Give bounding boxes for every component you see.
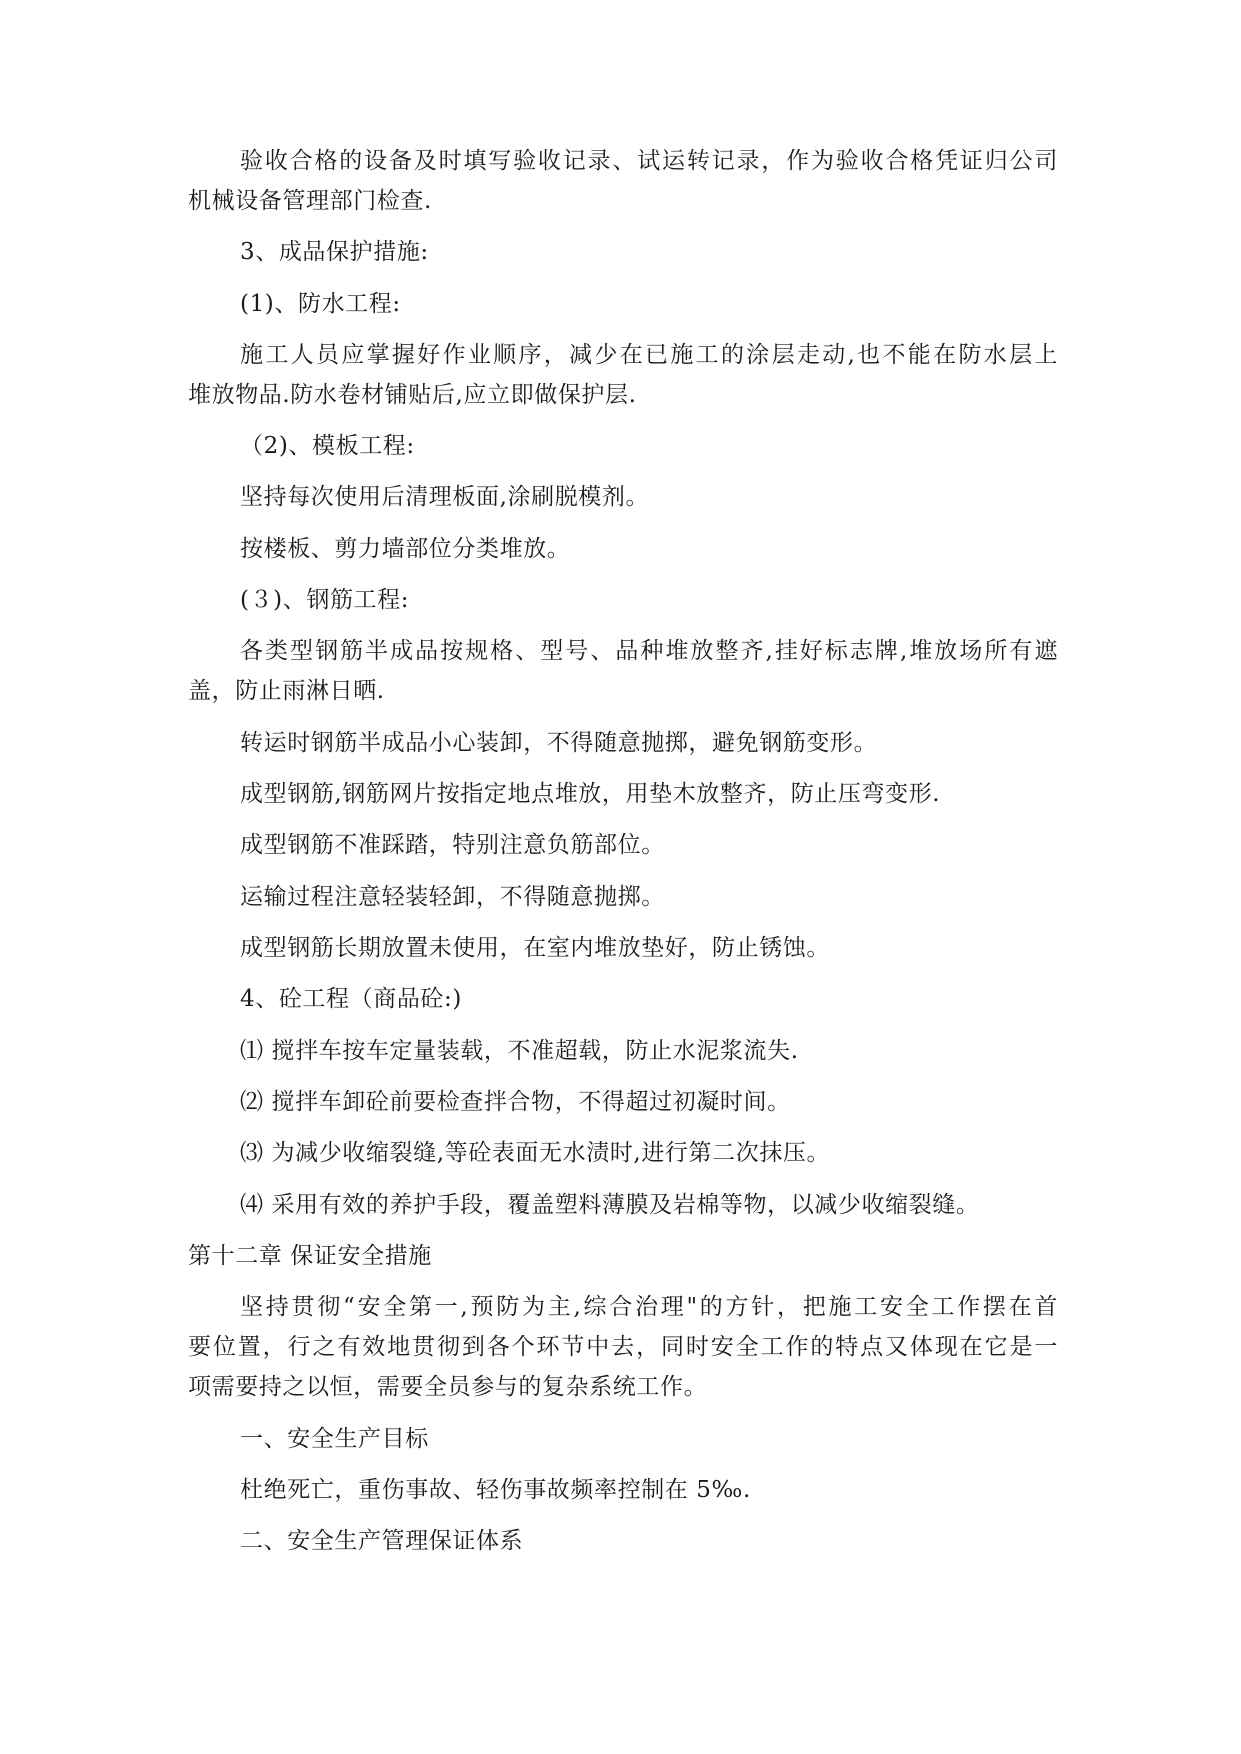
section-heading: 二、安全生产管理保证体系 bbox=[240, 1528, 524, 1554]
paragraph-line: 成型钢筋长期放置未使用，在室内堆放垫好，防止锈蚀。 bbox=[240, 935, 830, 961]
subsection-heading: (３)、钢筋工程: bbox=[240, 587, 410, 613]
section-heading: 3、成品保护措施: bbox=[240, 239, 429, 265]
paragraph-line: 要位置，行之有效地贯彻到各个环节中去，同时安全工作的特点又体现在它是一 bbox=[188, 1334, 1058, 1360]
paragraph-line: 杜绝死亡，重伤事故、轻伤事故频率控制在 5‰. bbox=[240, 1477, 751, 1503]
section-heading: 4、砼工程（商品砼:) bbox=[240, 986, 462, 1012]
section-heading: 一、安全生产目标 bbox=[240, 1426, 429, 1452]
paragraph-line: 施工人员应掌握好作业顺序，减少在已施工的涂层走动,也不能在防水层上 bbox=[240, 342, 1058, 368]
paragraph-line: 转运时钢筋半成品小心装卸，不得随意抛掷，避免钢筋变形。 bbox=[240, 730, 878, 756]
subsection-heading: (1)、防水工程: bbox=[240, 291, 401, 317]
paragraph-line: 坚持每次使用后清理板面,涂刷脱模剂。 bbox=[240, 484, 650, 510]
subsection-heading: （2)、模板工程: bbox=[240, 433, 415, 459]
paragraph-line: 机械设备管理部门检查. bbox=[188, 188, 432, 214]
list-item: ⑶ 为减少收缩裂缝,等砼表面无水渍时,进行第二次抹压。 bbox=[240, 1140, 831, 1166]
paragraph-line: 堆放物品.防水卷材铺贴后,应立即做保护层. bbox=[188, 382, 637, 408]
paragraph-line: 按楼板、剪力墙部位分类堆放。 bbox=[240, 536, 571, 562]
paragraph-line: 盖，防止雨淋日晒. bbox=[188, 678, 385, 704]
list-item: ⑵ 搅拌车卸砼前要检查拌合物，不得超过初凝时间。 bbox=[240, 1089, 791, 1115]
paragraph-line: 验收合格的设备及时填写验收记录、试运转记录，作为验收合格凭证归公司 bbox=[240, 148, 1058, 174]
list-item: ⑷ 采用有效的养护手段，覆盖塑料薄膜及岩棉等物，以减少收缩裂缝。 bbox=[240, 1192, 980, 1218]
list-item: ⑴ 搅拌车按车定量装载，不准超载，防止水泥浆流失. bbox=[240, 1038, 799, 1064]
paragraph-line: 成型钢筋不准踩踏，特别注意负筋部位。 bbox=[240, 832, 665, 858]
paragraph-line: 成型钢筋,钢筋网片按指定地点堆放，用垫木放整齐，防止压弯变形. bbox=[240, 781, 941, 807]
chapter-title: 第十二章 保证安全措施 bbox=[188, 1243, 432, 1269]
paragraph-line: 运输过程注意轻装轻卸，不得随意抛掷。 bbox=[240, 884, 665, 910]
paragraph-line: 项需要持之以恒，需要全员参与的复杂系统工作。 bbox=[188, 1374, 708, 1400]
paragraph-line: 各类型钢筋半成品按规格、型号、品种堆放整齐,挂好标志牌,堆放场所有遮 bbox=[240, 638, 1058, 664]
paragraph-line: 坚持贯彻“安全第一,预防为主,综合治理"的方针，把施工安全工作摆在首 bbox=[240, 1294, 1058, 1320]
